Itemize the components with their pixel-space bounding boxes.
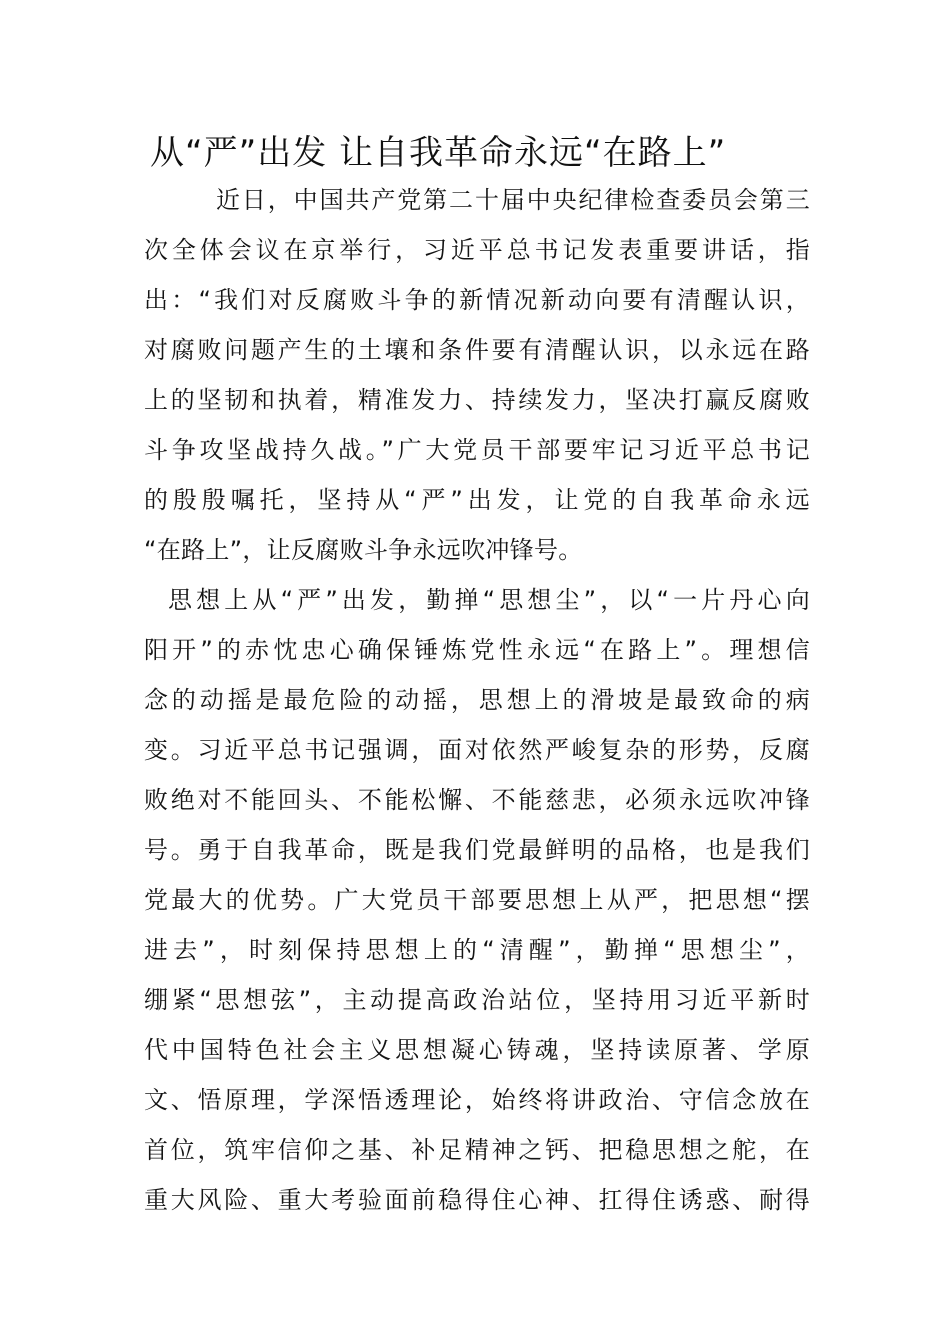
paragraph-line: 近日，中国共产党第二十届中央纪律检查委员会第三 xyxy=(216,186,810,214)
paragraph-line: 代中国特色社会主义思想凝心铸魂，坚持读原著、学原 xyxy=(144,1036,810,1064)
paragraph-line: 号。勇于自我革命，既是我们党最鲜明的品格，也是我们 xyxy=(144,836,810,864)
paragraph-line: 党最大的优势。广大党员干部要思想上从严，把思想“摆 xyxy=(144,886,810,914)
paragraph-line: 文、悟原理，学深悟透理论，始终将讲政治、守信念放在 xyxy=(144,1086,810,1114)
paragraph-line: 变。习近平总书记强调，面对依然严峻复杂的形势，反腐 xyxy=(144,736,810,764)
paragraph-line: 上的坚韧和执着，精准发力、持续发力，坚决打赢反腐败 xyxy=(144,386,810,414)
document-title: 从“严”出发 让自我革命永远“在路上” xyxy=(150,133,727,173)
paragraph-line: 阳开”的赤忱忠心确保锤炼党性永远“在路上”。理想信 xyxy=(144,636,810,664)
paragraph-line: 绷紧“思想弦”，主动提高政治站位，坚持用习近平新时 xyxy=(144,986,810,1014)
paragraph-line: 的殷殷嘱托，坚持从“严”出发，让党的自我革命永远 xyxy=(144,486,810,514)
paragraph-line: “在路上”，让反腐败斗争永远吹冲锋号。 xyxy=(144,536,583,564)
document-body xyxy=(144,175,810,1225)
paragraph-line: 出：“我们对反腐败斗争的新情况新动向要有清醒认识， xyxy=(144,286,810,314)
paragraph-line: 进去”，时刻保持思想上的“清醒”，勤掸“思想尘”， xyxy=(144,936,810,964)
paragraph-line: 重大风险、重大考验面前稳得住心神、扛得住诱惑、耐得 xyxy=(144,1186,810,1214)
paragraph-line: 斗争攻坚战持久战。”广大党员干部要牢记习近平总书记 xyxy=(144,436,810,464)
paragraph-line: 次全体会议在京举行，习近平总书记发表重要讲话，指 xyxy=(144,236,810,264)
paragraph-line: 念的动摇是最危险的动摇，思想上的滑坡是最致命的病 xyxy=(144,686,810,714)
paragraph-line: 首位，筑牢信仰之基、补足精神之钙、把稳思想之舵，在 xyxy=(144,1136,810,1164)
paragraph-line: 对腐败问题产生的土壤和条件要有清醒认识，以永远在路 xyxy=(144,336,810,364)
paragraph-line: 败绝对不能回头、不能松懈、不能慈悲，必须永远吹冲锋 xyxy=(144,786,810,814)
paragraph-line: 思想上从“严”出发，勤掸“思想尘”，以“一片丹心向 xyxy=(168,586,810,614)
